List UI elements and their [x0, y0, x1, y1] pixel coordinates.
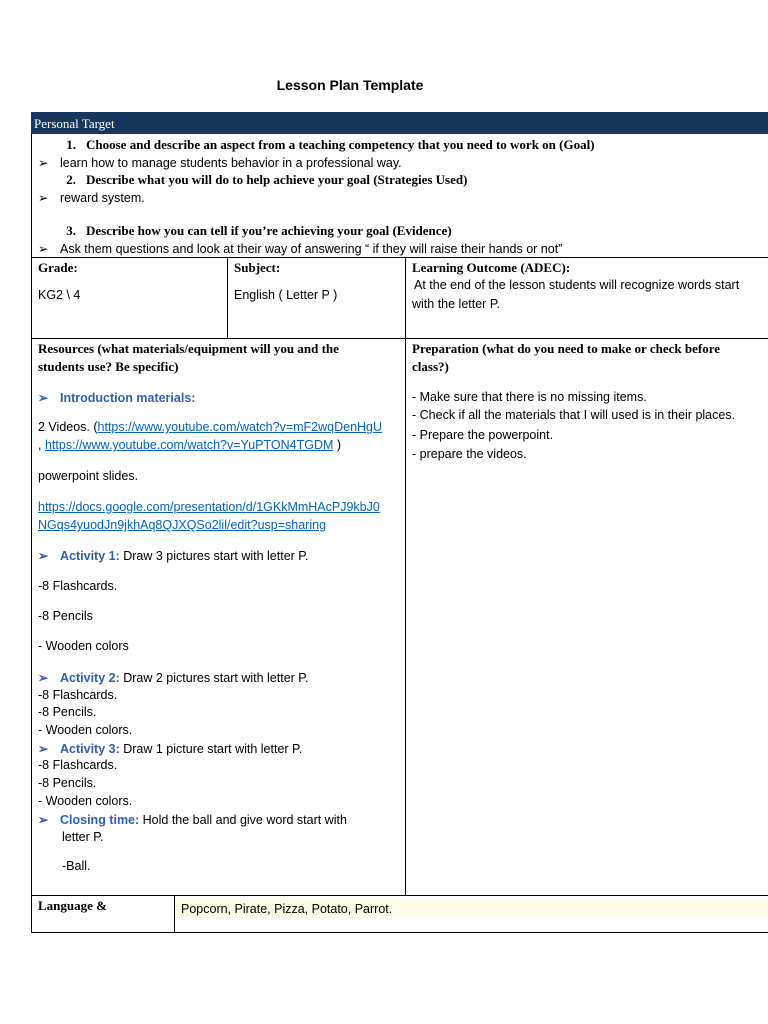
- resources-label-2: students use? Be specific): [38, 359, 179, 374]
- bullet-arrow-icon: ➢: [38, 742, 49, 756]
- question-1: 1. Choose and describe an aspect from a teaching competency that you need to work on (Goal): [66, 137, 595, 152]
- resources-label-1: Resources (what materials/equipment will you and the: [38, 341, 339, 356]
- ppt-link-line-1[interactable]: https://docs.google.com/presentation/d/1GKkMmHAcPJ9kbJ0: [38, 500, 380, 514]
- preparation-item: - Prepare the powerpoint.: [412, 428, 554, 442]
- preparation-item: - prepare the videos.: [412, 447, 527, 461]
- grade-value: KG2 \ 4: [38, 288, 81, 302]
- activity-2-item: -8 Flashcards.: [38, 688, 118, 702]
- preparation-label-1: Preparation (what do you need to make or check before: [412, 341, 721, 356]
- question-3: 3. Describe how you can tell if you’re achieving your goal (Evidence): [66, 223, 452, 238]
- question-2: 2. Describe what you will do to help achieve your goal (Strategies Used): [66, 172, 468, 187]
- activity-1-item: -8 Pencils: [38, 609, 93, 623]
- bullet-arrow-icon: ➢: [38, 242, 49, 256]
- subject-label: Subject:: [234, 260, 281, 275]
- activity-1-item: - Wooden colors: [38, 639, 129, 653]
- closing-time: ➢ Closing time: Hold the ball and give word start with: [38, 813, 347, 827]
- bullet-arrow-icon: ➢: [38, 549, 49, 563]
- intro-heading: ➢ Introduction materials:: [38, 391, 196, 405]
- subject-value: English ( Letter P ): [234, 288, 338, 302]
- language-value-cell: [175, 896, 768, 933]
- videos-line-2: , https://www.youtube.com/watch?v=YuPTON4TGDM ): [38, 438, 342, 452]
- outcome-line-1: At the end of the lesson students will recognize words start: [414, 278, 740, 292]
- ppt-label: powerpoint slides.: [38, 469, 139, 483]
- lesson-plan-sheet: [31, 112, 768, 933]
- activity-2: ➢ Activity 2: Draw 2 pictures start with letter P.: [38, 671, 309, 685]
- preparation-item: - Check if all the materials that I will used is in their places.: [412, 408, 736, 422]
- activity-2-item: - Wooden colors.: [38, 723, 133, 737]
- activity-2-item: -8 Pencils.: [38, 705, 97, 719]
- language-label-cell: [32, 896, 175, 933]
- closing-item: -Ball.: [62, 859, 91, 873]
- videos-line: 2 Videos. (https://www.youtube.com/watch?v=mF2wqDenHgU: [38, 420, 383, 434]
- preparation-cell: [406, 339, 768, 896]
- bullet-arrow-icon: ➢: [38, 671, 49, 685]
- bullet-arrow-icon: ➢: [38, 391, 49, 405]
- bullet-arrow-icon: ➢: [38, 191, 49, 205]
- answer-2: ➢ reward system.: [38, 191, 145, 205]
- bullet-arrow-icon: ➢: [38, 813, 49, 827]
- language-value: Popcorn, Pirate, Pizza, Potato, Parrot.: [181, 902, 393, 916]
- activity-3-item: -8 Pencils.: [38, 776, 97, 790]
- outcome-line-2: with the letter P.: [412, 297, 501, 311]
- language-label: Language &: [38, 898, 107, 913]
- preparation-label-2: class?): [412, 359, 449, 374]
- answer-3: ➢ Ask them questions and look at their way of answering “ if they will raise their hands or not”: [38, 242, 563, 256]
- personal-target-body: [31, 134, 768, 257]
- page-title: Lesson Plan Template: [276, 77, 424, 93]
- lesson-table: [31, 257, 768, 933]
- activity-1-item: -8 Flashcards.: [38, 579, 118, 593]
- grade-cell: [32, 258, 228, 339]
- video-link-2[interactable]: https://www.youtube.com/watch?v=YuPTON4TGDM: [44, 438, 334, 452]
- closing-text-2: letter P.: [62, 830, 104, 844]
- preparation-item: - Make sure that there is no missing items.: [412, 390, 647, 404]
- resources-cell: [32, 339, 406, 896]
- activity-3-item: - Wooden colors.: [38, 794, 133, 808]
- personal-target-header: Personal Target: [31, 112, 768, 134]
- video-link-1[interactable]: https://www.youtube.com/watch?v=mF2wqDenHgU: [97, 420, 383, 434]
- answer-1: ➢ learn how to manage students behavior in a professional way.: [38, 156, 402, 170]
- activity-3-item: -8 Flashcards.: [38, 758, 118, 772]
- activity-3: ➢ Activity 3: Draw 1 picture start with letter P.: [38, 742, 303, 756]
- outcome-cell: [406, 258, 768, 339]
- outcome-label: Learning Outcome (ADEC):: [412, 260, 571, 275]
- bullet-arrow-icon: ➢: [38, 156, 49, 170]
- subject-cell: [228, 258, 406, 339]
- grade-label: Grade:: [38, 260, 78, 275]
- activity-1: ➢ Activity 1: Draw 3 pictures start with letter P.: [38, 549, 309, 563]
- ppt-link-line-2[interactable]: NGqs4yuodJn9jkhAq8QJXQSo2lil/edit?usp=sharing: [38, 518, 327, 532]
